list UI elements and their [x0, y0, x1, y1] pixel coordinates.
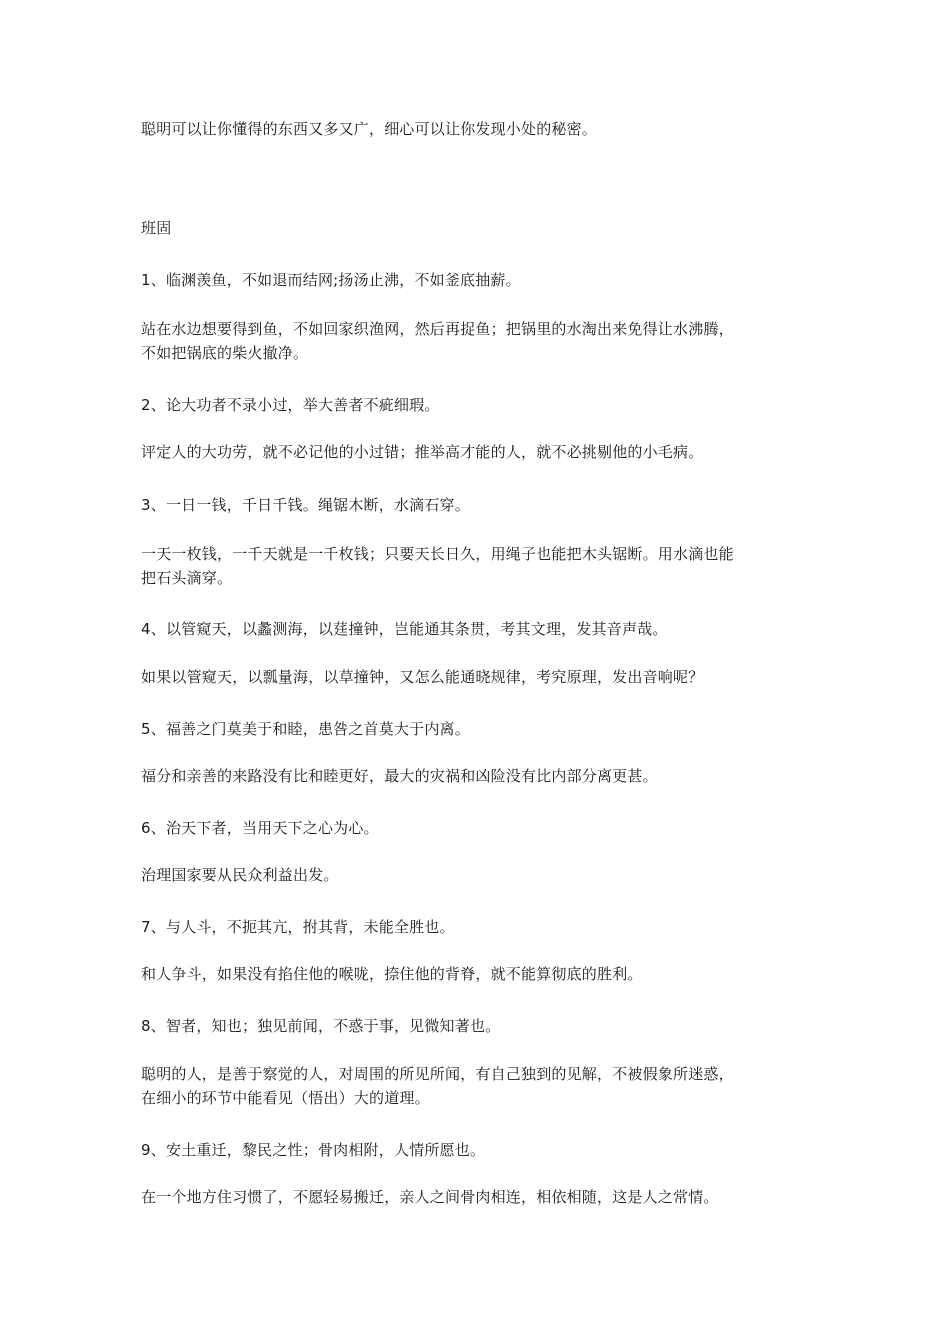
explanation-7-line-1: 和人争斗，如果没有掐住他的喉咙，捺住他的背脊，就不能算彻底的胜利。 [141, 965, 643, 983]
explanation-1-line-2: 不如把锅底的柴火撤净。 [141, 344, 309, 362]
quote-5: 5、福善之门莫美于和睦，患咎之首莫大于内离。 [141, 720, 470, 738]
explanation-3-line-1: 一天一枚钱，一千天就是一千枚钱；只要天长日久，用绳子也能把木头锯断。用水滴也能 [141, 545, 734, 563]
explanation-8-line-1: 聪明的人，是善于察觉的人，对周围的所见所闻，有自己独到的见解，不被假象所迷惑， [141, 1065, 734, 1083]
explanation-8-line-2: 在细小的环节中能看见（悟出）大的道理。 [141, 1089, 430, 1107]
quote-3: 3、一日一钱，千日千钱。绳锯木断，水滴石穿。 [141, 496, 470, 514]
explanation-5-line-1: 福分和亲善的来路没有比和睦更好，最大的灾祸和凶险没有比内部分离更甚。 [141, 767, 658, 785]
explanation-3-line-2: 把石头滴穿。 [141, 569, 233, 587]
explanation-1-line-1: 站在水边想要得到鱼，不如回家织渔网，然后再捉鱼；把锅里的水淘出来免得让水沸腾， [141, 320, 734, 338]
quote-4: 4、以管窥天，以蠡测海，以莛撞钟，岂能通其条贯，考其文理，发其音声哉。 [141, 620, 668, 638]
explanation-6-line-1: 治理国家要从民众利益出发。 [141, 866, 339, 884]
quote-7: 7、与人斗，不扼其亢，拊其背，未能全胜也。 [141, 918, 455, 936]
quote-2: 2、论大功者不录小过，举大善者不疵细瑕。 [141, 396, 440, 414]
quote-6: 6、治天下者，当用天下之心为心。 [141, 819, 379, 837]
intro-text: 聪明可以让你懂得的东西又多又广，细心可以让你发现小处的秘密。 [141, 120, 598, 138]
explanation-9-line-1: 在一个地方住习惯了，不愿轻易搬迁，亲人之间骨肉相连，相依相随，这是人之常情。 [141, 1188, 719, 1206]
quote-1: 1、临渊羡鱼，不如退而结网;扬汤止沸，不如釜底抽薪。 [141, 271, 521, 289]
author-name: 班固 [141, 219, 172, 237]
quote-8: 8、智者，知也；独见前闻，不惑于事，见微知著也。 [141, 1017, 501, 1035]
quote-9: 9、安土重迁，黎民之性；骨肉相附，人情所愿也。 [141, 1141, 486, 1159]
explanation-4-line-1: 如果以管窥天，以瓢量海，以草撞钟，又怎么能通晓规律，考究原理，发出音响呢？ [141, 668, 704, 686]
explanation-2-line-1: 评定人的大功劳，就不必记他的小过错；推举高才能的人，就不必挑剔他的小毛病。 [141, 443, 704, 461]
